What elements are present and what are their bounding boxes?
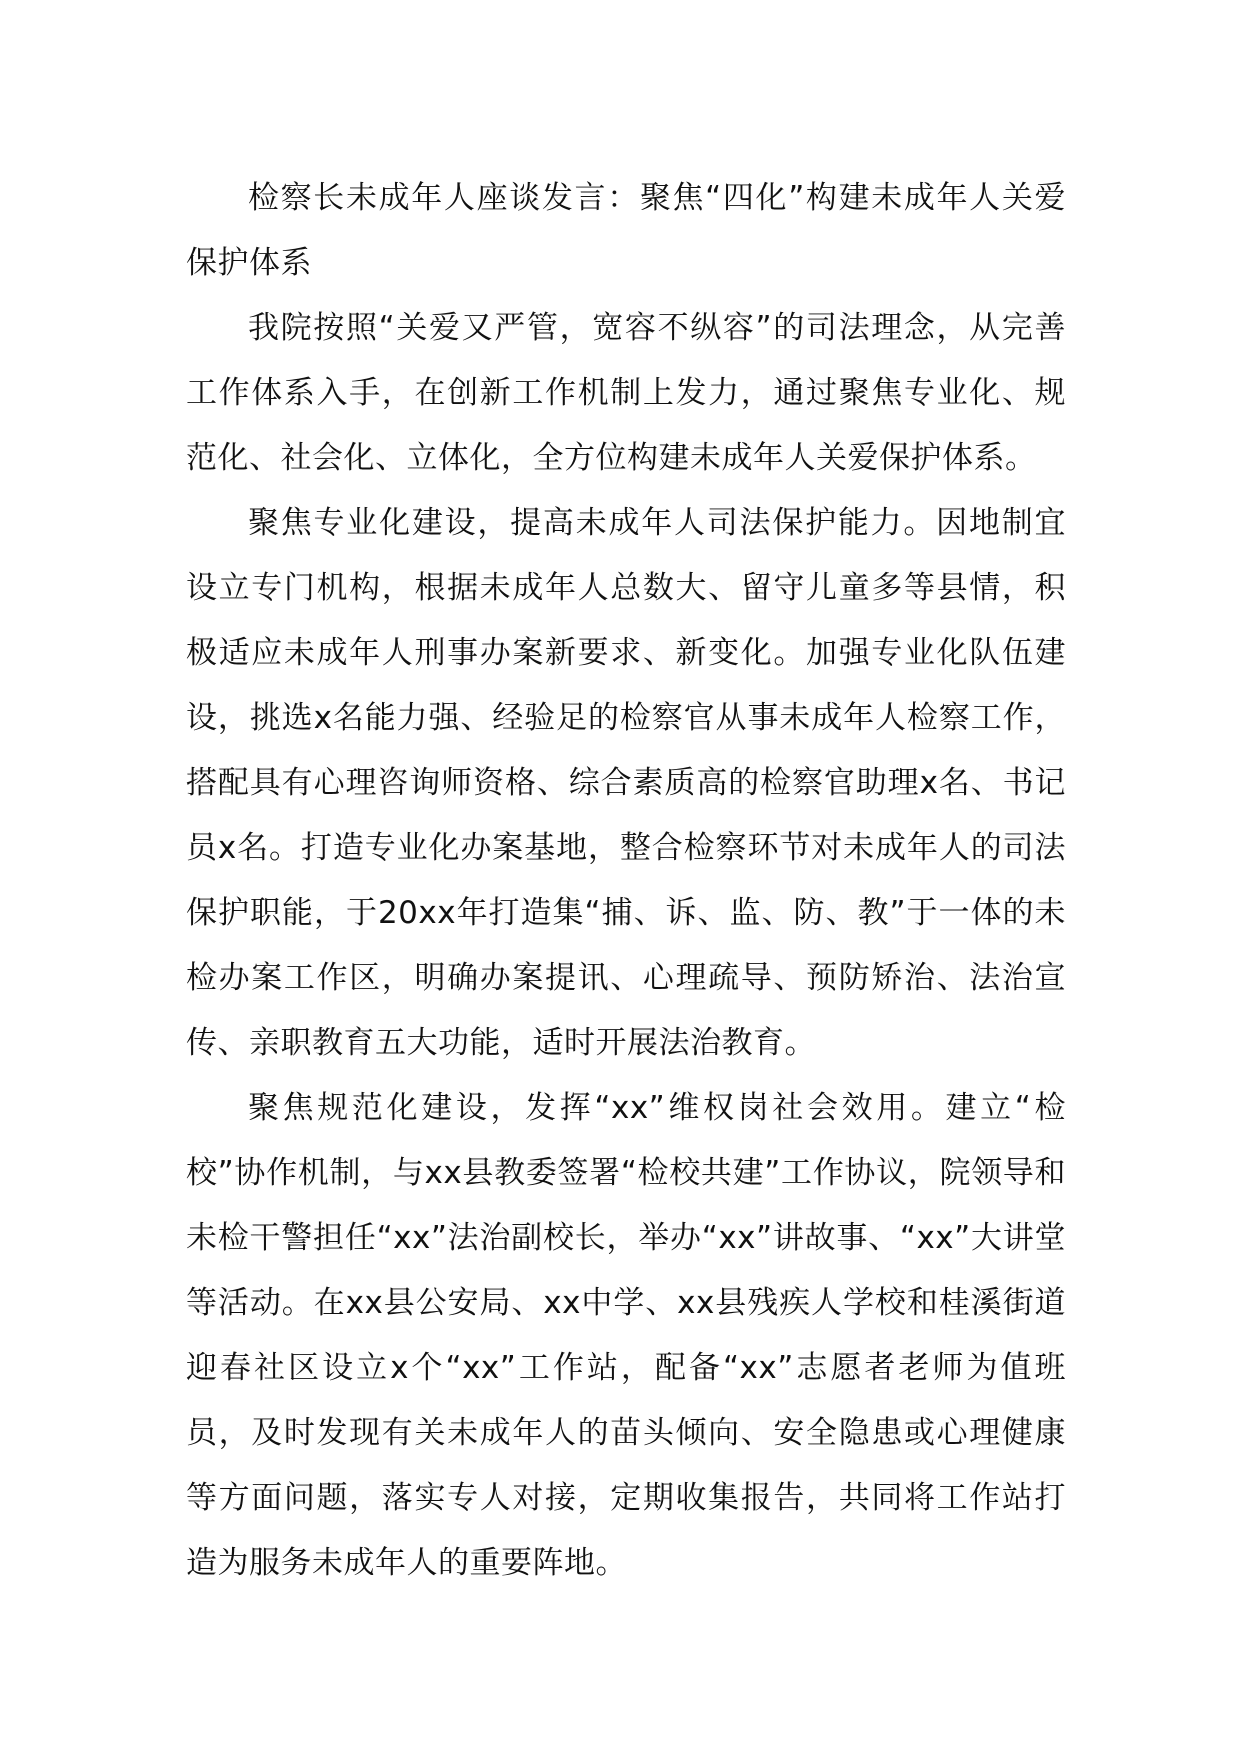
document-body	[186, 166, 1066, 1596]
document-title: 检察长未成年人座谈发言：聚焦“四化”构建未成年人关爱保护体系	[186, 180, 1066, 281]
paragraph-standardization: 聚焦规范化建设，发挥“xx”维权岗社会效用。建立“检校”协作机制，与xx县教委签署“检校共建”工作协议，院领导和未检干警担任“xx”法治副校长，举办“xx”讲故事、“xx”大讲堂等活动。在xx县公安局、xx中学、xx县残疾人学校和桂溪街道迎春社区设立x个“xx”工作站，配备“xx”志愿者老师为值班员，及时发现有关未成年人的苗头倾向、安全隐患或心理健康等方面问题，落实专人对接，定期收集报告，共同将工作站打造为服务未成年人的重要阵地。	[186, 1090, 1066, 1581]
paragraph-intro: 我院按照“关爱又严管，宽容不纵容”的司法理念，从完善工作体系入手，在创新工作机制上发力，通过聚焦专业化、规范化、社会化、立体化，全方位构建未成年人关爱保护体系。	[186, 310, 1066, 476]
paragraph-professionalization: 聚焦专业化建设，提高未成年人司法保护能力。因地制宜设立专门机构，根据未成年人总数大、留守儿童多等县情，积极适应未成年人刑事办案新要求、新变化。加强专业化队伍建设，挑选x名能力强、经验足的检察官从事未成年人检察工作，搭配具有心理咨询师资格、综合素质高的检察官助理x名、书记员x名。打造专业化办案基地，整合检察环节对未成年人的司法保护职能，于20xx年打造集“捕、诉、监、防、教”于一体的未检办案工作区，明确办案提讯、心理疏导、预防矫治、法治宣传、亲职教育五大功能，适时开展法治教育。	[186, 505, 1066, 1061]
